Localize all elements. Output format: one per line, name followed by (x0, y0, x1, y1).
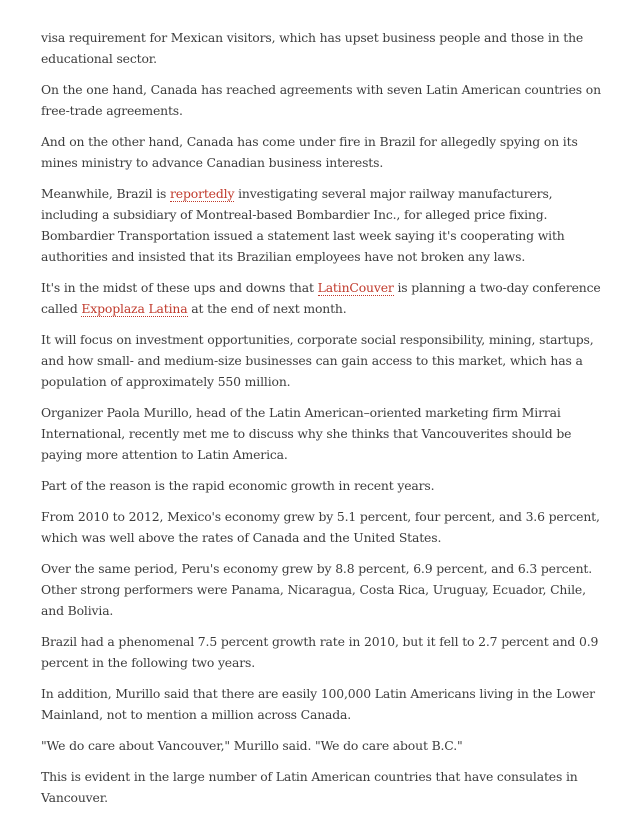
paragraph-mexico-growth: From 2010 to 2012, Mexico's economy grew by 5.1 percent, four percent, and 3.6 percent, which was well above the rates of Canada and the United States. (41, 509, 600, 545)
paragraph-consulates: This is evident in the large number of Latin American countries that have consulates in Vancouver. (41, 769, 578, 805)
paragraph-growth-reason: Part of the reason is the rapid economic growth in recent years. (41, 478, 435, 493)
paragraph-text: investigating several major railway manufacturers, including a subsidiary of Montreal-based Bombardier Inc., for alleged price fixing. Bombardier Transportation issued a statement last week saying it's cooperating with authorities and insisted that its Brazilian employees have not broken any laws. (41, 186, 565, 264)
paragraph-text: is planning a two-day conference called (41, 280, 601, 316)
paragraph-visa-requirement: visa requirement for Mexican visitors, which has upset business people and those in the educational sector. (41, 30, 584, 66)
article-body (41, 27, 601, 818)
paragraph-text: at the end of next month. (187, 301, 347, 316)
paragraph-spying-allegation: And on the other hand, Canada has come under fire in Brazil for allegedly spying on its mines ministry to advance Canadian business interests. (41, 134, 578, 170)
paragraph-organizer: Organizer Paola Murillo, head of the Latin American–oriented marketing firm Mirrai International, recently met me to discuss why she thinks that Vancouverites should be paying more attention to Latin America. (41, 405, 572, 462)
paragraph-text: It's in the midst of these ups and downs that (41, 280, 318, 295)
reportedly-link[interactable]: reportedly (170, 186, 235, 201)
paragraph-free-trade: On the one hand, Canada has reached agreements with seven Latin American countries on free-trade agreements. (41, 82, 601, 118)
expoplaza-latina-link[interactable]: Expoplaza Latina (81, 301, 188, 316)
paragraph-brazil-growth: Brazil had a phenomenal 7.5 percent growth rate in 2010, but it fell to 2.7 percent and 0.9 percent in the following two years. (41, 634, 599, 670)
paragraph-quote: "We do care about Vancouver," Murillo said. "We do care about B.C." (41, 738, 463, 753)
paragraph-text: Meanwhile, Brazil is (41, 186, 171, 201)
paragraph-price-fixing (41, 183, 601, 267)
paragraph-latin-population: In addition, Murillo said that there are easily 100,000 Latin Americans living in the Lower Mainland, not to mention a million across Canada. (41, 686, 595, 722)
paragraph-conference-focus: It will focus on investment opportunities, corporate social responsibility, mining, startups, and how small- and medium-size businesses can gain access to this market, which has a population of approximately 550 million. (41, 332, 594, 389)
paragraph-peru-growth: Over the same period, Peru's economy grew by 8.8 percent, 6.9 percent, and 6.3 percent. Other strong performers were Panama, Nicaragua, Costa Rica, Uruguay, Ecuador, Chile, and Bolivia. (41, 561, 593, 618)
paragraph-conference (41, 277, 601, 319)
latincouver-link[interactable]: LatinCouver (317, 280, 394, 295)
